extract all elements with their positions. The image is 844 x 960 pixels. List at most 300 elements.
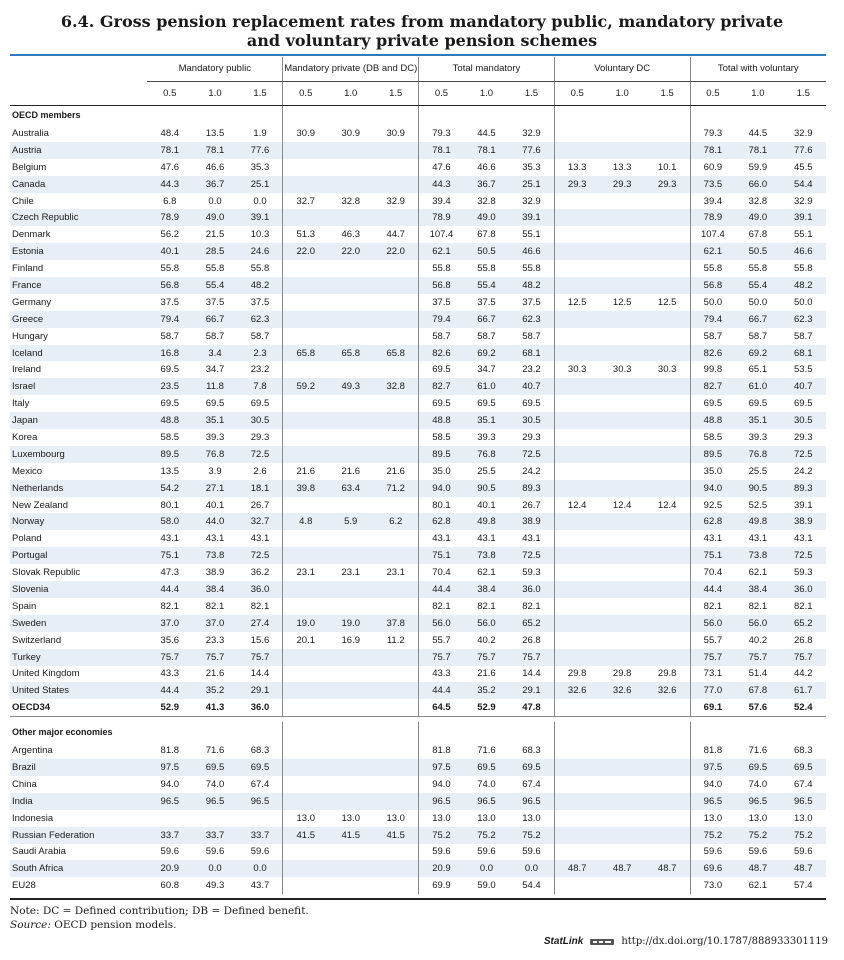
value-cell: 65.1 [748, 364, 768, 376]
value-cell: 48.8 [419, 412, 464, 429]
value-cell [328, 328, 373, 345]
value-cell: 40.1 [147, 243, 192, 260]
value-cell [600, 699, 645, 716]
earnings-multiple-header: 1.0 [464, 81, 509, 105]
value-cell: 43.1 [690, 530, 735, 547]
value-cell [373, 860, 418, 877]
value-cell: 32.9 [522, 127, 541, 139]
value-cell: 37.5 [522, 296, 541, 308]
section-spacer-cell [419, 722, 464, 742]
value-cell [328, 860, 373, 877]
value-cell: 75.7 [464, 649, 509, 666]
value-cell [600, 125, 645, 142]
section-spacer-cell [373, 105, 418, 125]
value-cell: 75.2 [690, 827, 735, 844]
value-cell: 38.9 [509, 513, 554, 530]
earnings-multiple-header: 0.5 [419, 81, 464, 105]
value-cell: 75.7 [509, 649, 554, 666]
table-row [10, 243, 826, 260]
value-cell [373, 776, 418, 793]
value-cell: 13.0 [794, 812, 813, 824]
country-cell: Finland [12, 263, 44, 275]
value-cell: 75.7 [735, 649, 780, 666]
earnings-multiple-header: 1.0 [192, 81, 237, 105]
value-cell: 50.0 [748, 296, 768, 308]
value-cell [283, 412, 328, 429]
value-cell: 78.1 [464, 142, 509, 159]
value-cell: 44.3 [419, 176, 464, 193]
value-cell: 29.8 [554, 666, 599, 683]
value-cell: 33.7 [238, 827, 283, 844]
country-header [10, 57, 147, 81]
value-cell: 82.1 [794, 600, 813, 612]
value-cell: 43.1 [477, 533, 496, 545]
value-cell: 77.6 [781, 142, 826, 159]
country-cell: Mexico [12, 465, 43, 477]
earnings-multiple-header: 1.0 [735, 81, 780, 105]
value-cell: 82.7 [419, 378, 464, 395]
value-cell: 62.1 [748, 567, 768, 579]
value-cell [554, 598, 599, 615]
value-cell [645, 226, 690, 243]
value-cell [554, 260, 599, 277]
value-cell: 82.1 [419, 598, 464, 615]
value-cell [328, 699, 373, 716]
value-cell: 37.5 [250, 296, 270, 308]
value-cell: 80.1 [160, 499, 180, 511]
value-cell: 5.9 [328, 513, 373, 530]
value-cell: 44.4 [419, 581, 464, 598]
earnings-multiple-header: 1.5 [238, 81, 283, 105]
value-cell: 45.5 [794, 161, 813, 173]
value-cell [645, 742, 690, 759]
value-cell: 22.0 [328, 243, 373, 260]
value-cell: 59.6 [250, 846, 270, 858]
value-cell: 69.5 [522, 398, 541, 410]
value-cell [373, 649, 418, 666]
value-cell [373, 361, 418, 378]
value-cell: 52.9 [464, 699, 509, 716]
statlink-label: StatLink [543, 936, 584, 947]
value-cell [328, 547, 373, 564]
value-cell: 74.0 [205, 778, 225, 790]
value-cell: 69.5 [419, 361, 464, 378]
value-cell: 58.7 [477, 330, 496, 342]
value-cell: 62.8 [690, 513, 735, 530]
value-cell: 23.5 [147, 378, 192, 395]
value-cell [373, 429, 418, 446]
value-cell: 65.8 [373, 345, 418, 362]
value-cell: 82.1 [250, 600, 270, 612]
country-cell: Russian Federation [10, 827, 147, 844]
value-cell: 40.1 [477, 499, 496, 511]
table-row [10, 632, 826, 649]
country-cell: Ireland [12, 364, 42, 376]
value-cell: 62.3 [781, 311, 826, 328]
value-cell: 44.0 [192, 513, 237, 530]
value-cell: 63.4 [328, 480, 373, 497]
source-text: OECD pension models. [54, 919, 177, 931]
table-row [10, 446, 826, 463]
value-cell [645, 793, 690, 810]
value-cell: 13.3 [554, 159, 599, 176]
value-cell: 79.4 [690, 311, 735, 328]
value-cell [645, 395, 690, 412]
table-row [10, 793, 826, 810]
value-cell: 38.9 [205, 567, 225, 579]
value-cell: 40.7 [781, 378, 826, 395]
value-cell [554, 776, 599, 793]
earnings-multiple-header: 0.5 [554, 81, 599, 105]
value-cell: 78.9 [147, 209, 192, 226]
title-rule [10, 54, 826, 56]
value-cell: 60.8 [160, 880, 180, 892]
value-cell: 16.8 [147, 345, 192, 362]
value-cell [600, 513, 645, 530]
value-cell: 11.8 [192, 378, 237, 395]
value-cell [600, 226, 645, 243]
value-cell: 71.6 [477, 745, 496, 757]
value-cell: 90.5 [464, 480, 509, 497]
value-cell: 55.1 [522, 229, 541, 241]
value-cell: 39.4 [419, 193, 464, 210]
value-cell: 69.5 [160, 398, 180, 410]
value-cell: 78.1 [735, 142, 780, 159]
value-cell: 48.7 [600, 860, 645, 877]
value-cell: 94.0 [690, 776, 735, 793]
value-cell: 59.2 [283, 378, 328, 395]
value-cell: 72.5 [781, 446, 826, 463]
value-cell: 49.0 [464, 209, 509, 226]
value-cell: 32.9 [794, 195, 813, 207]
value-cell [600, 530, 645, 547]
value-cell: 47.6 [160, 161, 180, 173]
value-cell: 30.3 [554, 361, 599, 378]
value-cell [328, 429, 373, 446]
value-cell: 19.0 [283, 615, 328, 632]
value-cell [554, 463, 599, 480]
value-cell: 13.0 [419, 810, 464, 827]
value-cell [645, 311, 690, 328]
value-cell: 55.8 [205, 263, 225, 275]
value-cell [373, 176, 418, 193]
value-cell: 30.9 [283, 125, 328, 142]
value-cell [328, 361, 373, 378]
value-cell: 75.1 [419, 547, 464, 564]
value-cell: 75.7 [238, 649, 283, 666]
section-spacer-cell [464, 105, 509, 125]
value-cell: 38.4 [192, 581, 237, 598]
value-cell [373, 547, 418, 564]
value-cell: 82.1 [748, 600, 768, 612]
statlink-url[interactable]: http://dx.doi.org/10.1787/888933301119 [621, 936, 828, 947]
value-cell: 55.7 [419, 632, 464, 649]
country-cell: Israel [10, 378, 147, 395]
value-cell: 67.8 [477, 229, 496, 241]
country-cell: New Zealand [12, 499, 68, 511]
value-cell: 28.5 [192, 243, 237, 260]
country-cell: Austria [10, 142, 147, 159]
value-cell [554, 446, 599, 463]
value-cell: 75.2 [509, 827, 554, 844]
table-row [10, 682, 826, 699]
value-cell: 23.2 [522, 364, 541, 376]
value-cell: 55.8 [794, 263, 813, 275]
value-cell [283, 260, 328, 277]
section-spacer-cell [645, 105, 690, 125]
value-cell: 39.3 [748, 431, 768, 443]
source-label: Source: [10, 919, 51, 931]
value-cell: 50.5 [464, 243, 509, 260]
country-cell: France [10, 277, 147, 294]
value-cell: 29.8 [657, 668, 677, 680]
section-spacer-cell [735, 722, 780, 742]
value-cell: 65.2 [781, 615, 826, 632]
value-cell [554, 226, 599, 243]
value-cell: 6.8 [163, 195, 177, 207]
value-cell: 35.0 [419, 463, 464, 480]
value-cell: 0.0 [192, 860, 237, 877]
value-cell: 59.9 [748, 161, 768, 173]
value-cell: 68.3 [522, 745, 541, 757]
value-cell [328, 497, 373, 514]
country-cell: India [10, 793, 147, 810]
country-cell: Norway [10, 513, 147, 530]
value-cell: 10.3 [250, 229, 270, 241]
value-cell: 41.3 [192, 699, 237, 716]
value-cell: 94.0 [160, 778, 180, 790]
value-cell [554, 142, 599, 159]
value-cell [645, 598, 690, 615]
section-spacer-cell [238, 722, 283, 742]
country-cell: Greece [10, 311, 147, 328]
value-cell: 36.2 [250, 567, 270, 579]
value-cell [645, 142, 690, 159]
value-cell: 69.2 [464, 345, 509, 362]
value-cell: 3.9 [208, 465, 222, 477]
value-cell [645, 632, 690, 649]
value-cell [554, 810, 599, 827]
value-cell: 69.9 [419, 877, 464, 894]
earnings-multiple-header: 0.5 [690, 81, 735, 105]
section-spacer-cell [645, 722, 690, 742]
value-cell [600, 378, 645, 395]
value-cell [645, 277, 690, 294]
table-row [10, 209, 826, 226]
value-cell [645, 243, 690, 260]
value-cell: 50.0 [690, 294, 735, 311]
value-cell [600, 877, 645, 894]
value-cell: 29.1 [238, 682, 283, 699]
value-cell [554, 547, 599, 564]
value-cell [600, 193, 645, 210]
value-cell: 68.3 [794, 745, 813, 757]
value-cell [645, 480, 690, 497]
table-row [10, 159, 826, 176]
value-cell: 69.6 [690, 860, 735, 877]
value-cell [283, 209, 328, 226]
value-cell: 58.7 [748, 330, 768, 342]
value-cell: 30.9 [341, 127, 360, 139]
value-cell [600, 827, 645, 844]
value-cell: 26.8 [794, 634, 813, 646]
value-cell: 37.5 [477, 296, 496, 308]
value-cell: 50.5 [735, 243, 780, 260]
section-spacer-cell [509, 722, 554, 742]
value-cell: 26.7 [250, 499, 270, 511]
value-cell [600, 649, 645, 666]
value-cell [328, 877, 373, 894]
value-cell: 55.8 [690, 260, 735, 277]
value-cell: 96.5 [781, 793, 826, 810]
value-cell: 12.5 [657, 296, 677, 308]
country-cell: Estonia [10, 243, 147, 260]
value-cell: 35.1 [192, 412, 237, 429]
country-cell: Czech Republic [10, 209, 147, 226]
value-cell: 68.3 [250, 745, 270, 757]
group-header: Total mandatory [419, 57, 555, 81]
section-label: OECD members [12, 110, 81, 121]
value-cell [373, 682, 418, 699]
value-cell: 79.4 [419, 311, 464, 328]
table-row [10, 142, 826, 159]
value-cell: 46.6 [781, 243, 826, 260]
value-cell: 29.3 [645, 176, 690, 193]
country-cell: Chile [12, 195, 34, 207]
value-cell [328, 395, 373, 412]
value-cell: 62.1 [748, 880, 768, 892]
section-spacer-cell [328, 105, 373, 125]
value-cell: 61.0 [464, 378, 509, 395]
value-cell: 68.1 [509, 345, 554, 362]
statlink-logo-icon [589, 937, 615, 947]
value-cell: 75.2 [781, 827, 826, 844]
value-cell: 58.7 [250, 330, 270, 342]
value-cell: 55.8 [477, 263, 496, 275]
value-cell [554, 649, 599, 666]
value-cell: 21.6 [477, 668, 496, 680]
value-cell [645, 378, 690, 395]
table-source [10, 919, 177, 931]
value-cell: 65.8 [283, 345, 328, 362]
value-cell: 92.5 [690, 497, 735, 514]
value-cell: 78.9 [419, 209, 464, 226]
value-cell: 32.9 [386, 195, 405, 207]
table-title [0, 12, 844, 50]
value-cell [283, 159, 328, 176]
section-spacer-cell [600, 722, 645, 742]
value-cell [600, 742, 645, 759]
value-cell: 72.5 [238, 547, 283, 564]
value-cell: 66.7 [192, 311, 237, 328]
value-cell: 55.4 [735, 277, 780, 294]
value-cell: 67.4 [794, 778, 813, 790]
value-cell: 69.1 [690, 699, 735, 716]
value-cell: 75.7 [781, 649, 826, 666]
value-cell [554, 793, 599, 810]
value-cell: 11.2 [386, 634, 405, 646]
value-cell [600, 463, 645, 480]
table-row [10, 844, 826, 861]
country-subheader [10, 81, 147, 105]
value-cell: 30.9 [386, 127, 405, 139]
section-spacer-cell [283, 105, 328, 125]
value-cell: 26.8 [522, 634, 541, 646]
value-cell: 54.2 [147, 480, 192, 497]
value-cell: 46.6 [509, 243, 554, 260]
table-row [10, 615, 826, 632]
country-cell: Canada [10, 176, 147, 193]
value-cell: 82.6 [690, 345, 735, 362]
value-cell: 96.5 [192, 793, 237, 810]
value-cell: 65.2 [509, 615, 554, 632]
value-cell: 0.0 [253, 195, 267, 207]
value-cell: 82.6 [419, 345, 464, 362]
value-cell: 51.4 [748, 668, 768, 680]
value-cell: 44.4 [419, 682, 464, 699]
value-cell: 58.7 [205, 330, 225, 342]
statlink[interactable] [544, 936, 828, 947]
value-cell [645, 429, 690, 446]
title-line-1: 6.4. Gross pension replacement rates from mandatory public, mandatory private [60, 12, 784, 31]
value-cell [600, 395, 645, 412]
country-cell: Korea [12, 431, 38, 443]
value-cell: 58.5 [419, 429, 464, 446]
value-cell: 96.5 [147, 793, 192, 810]
value-cell [600, 429, 645, 446]
value-cell: 39.1 [781, 209, 826, 226]
value-cell: 0.0 [238, 860, 283, 877]
country-cell: EU28 [12, 880, 36, 892]
value-cell [554, 564, 599, 581]
value-cell: 43.3 [419, 666, 464, 683]
value-cell [645, 328, 690, 345]
table-row [10, 480, 826, 497]
value-cell [554, 530, 599, 547]
value-cell: 22.0 [283, 243, 328, 260]
value-cell: 12.4 [657, 499, 677, 511]
earnings-multiple-header: 0.5 [283, 81, 328, 105]
value-cell [600, 844, 645, 861]
value-cell: 55.4 [192, 277, 237, 294]
value-cell: 0.0 [509, 860, 554, 877]
value-cell: 12.4 [612, 499, 632, 511]
value-cell [283, 176, 328, 193]
value-cell: 30.5 [238, 412, 283, 429]
value-cell [328, 844, 373, 861]
value-cell: 36.0 [238, 581, 283, 598]
value-cell: 81.8 [160, 745, 180, 757]
value-cell: 29.3 [600, 176, 645, 193]
value-cell [600, 564, 645, 581]
section-spacer-cell [735, 105, 780, 125]
value-cell [328, 598, 373, 615]
value-cell: 58.5 [160, 431, 180, 443]
country-cell: Slovenia [10, 581, 147, 598]
value-cell [554, 125, 599, 142]
value-cell: 67.4 [522, 778, 541, 790]
value-cell [554, 412, 599, 429]
table-body [10, 105, 826, 894]
value-cell: 40.2 [748, 634, 768, 646]
value-cell: 59.6 [748, 846, 768, 858]
value-cell: 25.5 [748, 465, 768, 477]
value-cell: 69.5 [192, 759, 237, 776]
table-row [10, 581, 826, 598]
value-cell [645, 193, 690, 210]
value-cell: 58.7 [794, 330, 813, 342]
value-cell: 58.7 [419, 328, 464, 345]
